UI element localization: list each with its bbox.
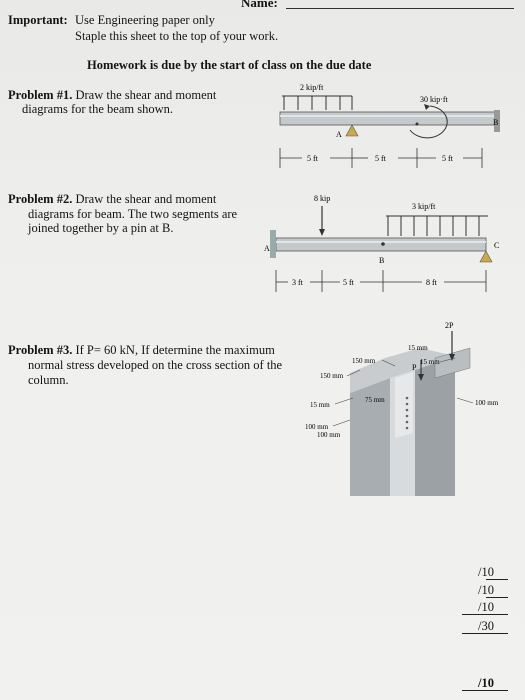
problem-3-column-figure (295, 318, 520, 498)
staple-text: Staple this sheet to the top of your work. (75, 29, 279, 43)
score-line-1[interactable] (486, 579, 508, 580)
p3-load-2p-label: 2P (445, 321, 454, 330)
p3-dim-150mm-a: 150 mm (352, 357, 376, 365)
score-problem-1: /10 (478, 565, 494, 579)
p3-load-p-label: P (412, 363, 417, 372)
p1-point-a: A (336, 130, 342, 139)
score-problem-2: /10 (478, 583, 494, 597)
problem-2-label: Problem #2. (8, 192, 73, 206)
p2-dim-2: 5 ft (343, 278, 354, 287)
p2-pin-b (381, 242, 385, 246)
problem-3-line-1: Problem #3. If P= 60 kN, If determine the maximum (8, 343, 275, 357)
score-line-total[interactable] (462, 690, 508, 691)
problem-2-beam-figure (262, 190, 502, 300)
p1-dim-3: 5 ft (442, 154, 453, 163)
score-subtotal: /30 (478, 619, 494, 633)
p3-dim-15mm-left: 15 mm (310, 401, 330, 409)
p2-beam (276, 238, 486, 251)
p2-point-b: B (379, 256, 385, 265)
p1-beam (280, 112, 495, 125)
p3-dim-15mm-right: 15 mm (420, 358, 440, 366)
problem-1-line-2: diagrams for the beam shown. (22, 102, 174, 116)
p3-dim-100mm-b: 100 mm (317, 431, 341, 439)
p1-moment-label: 30 kip·ft (420, 95, 448, 104)
p2-dimension-lines (276, 270, 486, 292)
p3-dim-15mm-top: 15 mm (408, 344, 428, 352)
p3-dim-150mm-b: 150 mm (320, 372, 344, 380)
p2-dim-1: 3 ft (292, 278, 303, 287)
p1-support-a (346, 125, 358, 136)
p1-point-b: B (493, 118, 499, 127)
score-line-3[interactable] (462, 614, 508, 615)
problem-3-label: Problem #3. (8, 343, 73, 357)
p3-dim-75mm: 75 mm (365, 396, 385, 404)
name-line[interactable] (286, 8, 514, 9)
problem-2-line-2: diagrams for beam. The two segments are (28, 207, 238, 221)
p2-roller-c (480, 251, 492, 262)
p2-distributed-load-arrows (388, 216, 479, 236)
problem-3-line-3: column. (28, 373, 69, 387)
p2-wall-a (270, 230, 276, 258)
score-problem-3: /10 (478, 600, 494, 614)
score-line-subtotal[interactable] (462, 633, 508, 634)
p1-dim-2: 5 ft (375, 154, 386, 163)
problem-1-label: Problem #1. (8, 88, 73, 102)
p2-point-c: C (494, 241, 500, 250)
important-text: Use Engineering paper only (75, 13, 215, 27)
score-total: /10 (478, 676, 494, 690)
problem-1-beam-figure (260, 80, 510, 180)
p1-load-label: 2 kip/ft (300, 83, 324, 92)
problem-1-line-1: Problem #1. Draw the shear and moment (8, 88, 217, 102)
name-label: Name: (241, 0, 278, 10)
problem-2-line-3: joined together by a pin at B. (28, 221, 174, 235)
p1-distributed-load-arrows (284, 96, 352, 110)
p2-point-a: A (264, 244, 270, 253)
p2-point-load-label: 8 kip (314, 194, 331, 203)
p1-dim-1: 5 ft (307, 154, 318, 163)
score-line-2[interactable] (486, 597, 508, 598)
due-date-notice: Homework is due by the start of class on the due date (87, 58, 372, 72)
problem-3-line-2: normal stress developed on the cross section of the (28, 358, 283, 372)
p2-dist-load-label: 3 kip/ft (412, 202, 436, 211)
p3-dim-100mm-a: 100 mm (305, 423, 329, 431)
important-label: Important: (8, 13, 68, 27)
p2-dim-3: 8 ft (426, 278, 437, 287)
p3-dim-100mm-right: 100 mm (475, 399, 499, 407)
problem-2-line-1: Problem #2. Draw the shear and moment (8, 192, 217, 206)
